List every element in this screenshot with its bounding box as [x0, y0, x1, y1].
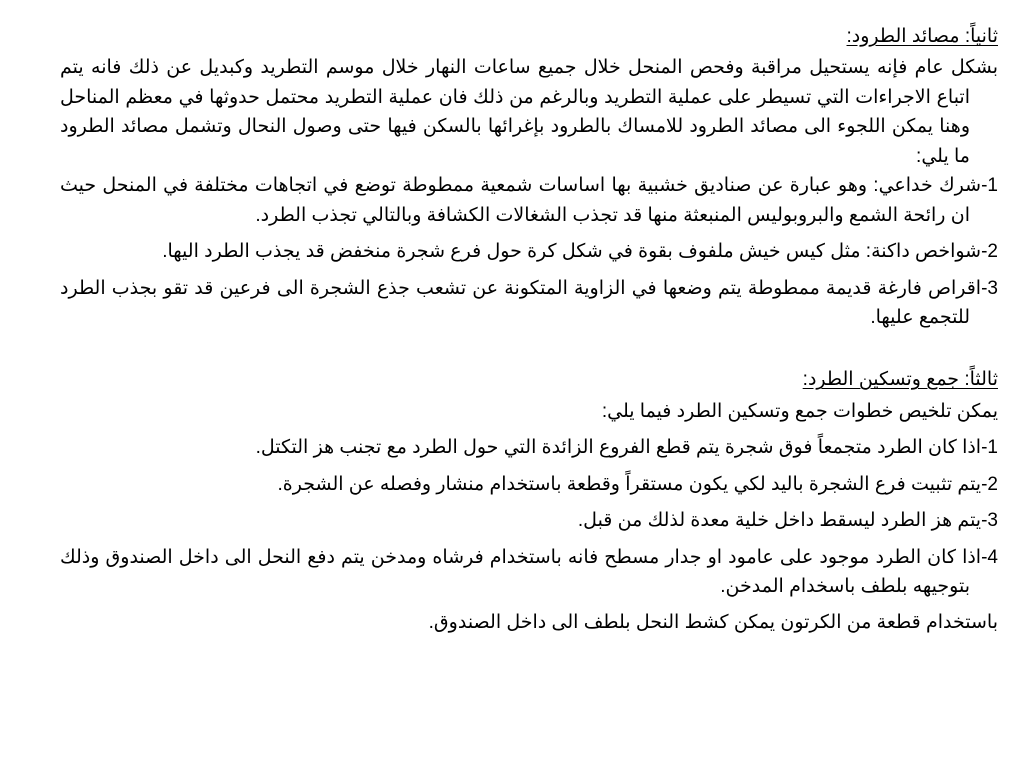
- list-item-old-combs: 3-اقراص فارغة قديمة ممطوطة يتم وضعها في الزاوية المتكونة عن تشعب جذع الشجرة الى فرعين قد تقو بجذب الطرد للتجمع عليها.: [60, 277, 998, 328]
- section-heading-swarm-collection: ثالثاً: جمع وتسكين الطرد:: [802, 369, 998, 391]
- list-item-shake-swarm: 3-يتم هز الطرد ليسقط داخل خلية معدة لذلك من قبل.: [577, 510, 998, 532]
- paragraph-swarm-collection-intro: يمكن تلخيص خطوات جمع وتسكين الطرد فيما يلي:: [601, 400, 998, 422]
- list-item-wall-swarm: 4-اذا كان الطرد موجود على عامود او جدار مسطح فانه باستخدام فرشاه ومدخن يتم دفع النحل الى داخل الصندوق وذلك بتوجيهه بلطف باسخدام المدخن.: [60, 546, 998, 597]
- section-spacer: [60, 339, 998, 365]
- list-item-secure-branch: 2-يتم تثبيت فرع الشجرة باليد لكي يكون مستقراً وقطعة باستخدام منشار وفصله عن الشجرة.: [277, 473, 998, 495]
- list-item-dark-markers: 2-شواخص داكنة: مثل كيس خيش ملفوف بقوة في شكل كرة حول فرع شجرة منخفض قد يجذب الطرد اليها.: [162, 241, 998, 263]
- section-heading-swarm-traps: ثانياً: مصائد الطرود:: [846, 26, 998, 47]
- paragraph-cardboard-scrape: باستخدام قطعة من الكرتون يمكن كشط النحل بلطف الى داخل الصندوق.: [428, 612, 998, 634]
- section-swarm-traps: [60, 22, 998, 332]
- list-item-cut-branches: 1-اذا كان الطرد متجمعاً فوق شجرة يتم قطع الفروع الزائدة التي حول الطرد مع تجنب هز التكتل.: [255, 437, 998, 459]
- section-swarm-collection: [60, 365, 998, 638]
- paragraph-swarm-traps-intro: بشكل عام فإنه يستحيل مراقبة وفحص المنحل خلال جميع ساعات النهار خلال موسم التطريد وكبديل عن ذلك فانه يتم اتباع الاجراءات التي تسيطر على عملية التطريد وبالرغم من ذلك فان عملية التطريد محتمل حدوثها في معظم المناحل وهنا يمكن اللجوء الى مصائد الطرود للامساك بالطرود بإغرائها بالسكن فيها حتى وصول النحال وتشمل مصائد الطرود ما يلي:: [60, 57, 998, 167]
- list-item-decoy-trap: 1-شرك خداعي: وهو عبارة عن صناديق خشبية بها اساسات شمعية ممطوطة توضع في اتجاهات مختلفة في المنحل حيث ان رائحة الشمع والبروبوليس المنبعثة منها قد تجذب الشغالات الكشافة وبالتالي تجذب الطرد.: [60, 175, 998, 226]
